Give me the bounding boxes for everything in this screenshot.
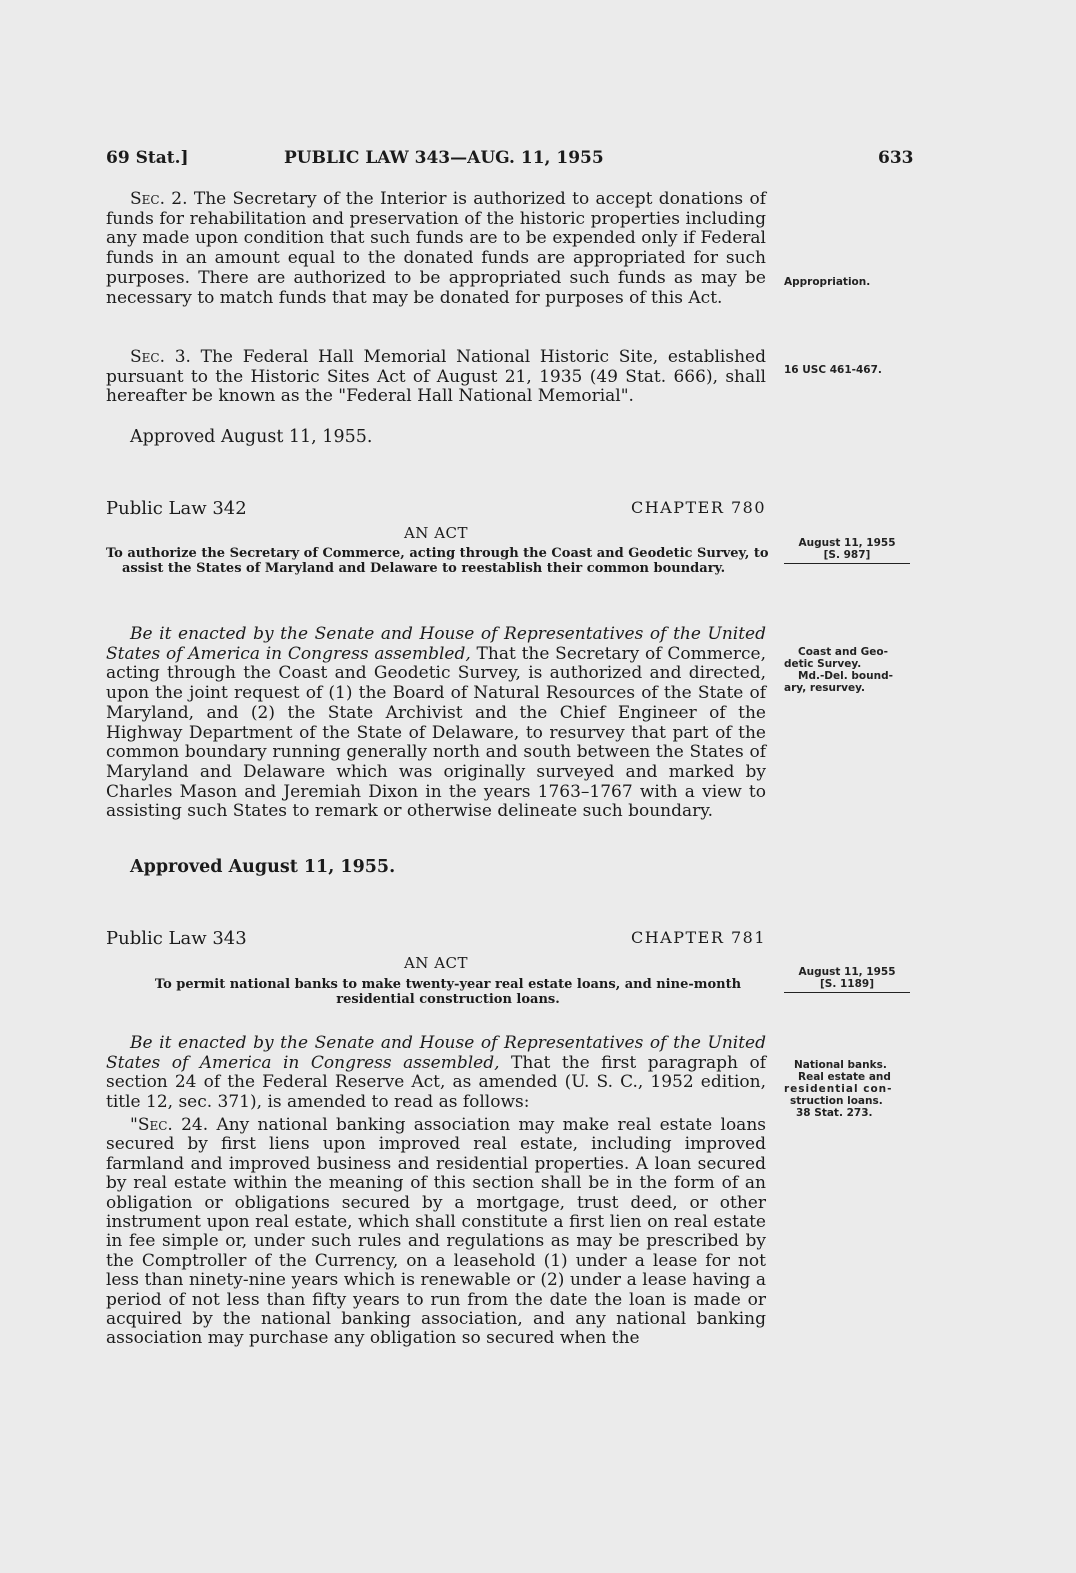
chapter-number: CHAPTER 781 [630,928,766,947]
section-2-paragraph [106,190,766,308]
section-label: "Sec. 24. [130,1115,209,1135]
margin-note-coast-survey [784,646,934,694]
enacting-paragraph [106,1034,766,1113]
approval-text: Approved August 11, 1955. [130,857,396,877]
an-act-label: AN ACT [403,524,469,542]
section-3-paragraph [106,348,766,407]
note-line: Coast and Geo- [798,646,888,658]
enacting-paragraph [106,625,766,822]
section-text: The Secretary of the Interior is authorized to accept donations of funds for rehabilitation and preservation of the historic properties including any made upon condition that such funds are to be expended only if Federal funds in an amount equal to the donated funds are appropriated for such purposes. There are authorized to be appropriated such funds as may be necessary to match funds that may be donated for purposes of this Act. [106,189,766,308]
bill-number: [S. 987] [823,549,871,561]
public-law-number: Public Law 342 [106,498,247,519]
approval-date: August 11, 1955 [798,537,896,549]
act-body: That the first paragraph of section 24 of the Federal Reserve Act, as amended (U. S. C., 1952 edition, title 12, sec. 371), is amended to read as follows: [106,1052,766,1113]
public-law-number: Public Law 343 [106,928,247,949]
note-line: Md.-Del. bound- [798,670,893,682]
section-label: Sec. 3. [130,347,191,367]
approval-date: August 11, 1955 [798,966,896,978]
margin-date-343 [784,966,910,993]
an-act-label: AN ACT [403,954,469,972]
section-label: Sec. 2. [130,189,188,209]
margin-note-appropriation: Appropriation. [784,276,871,288]
section-text: Any national banking association may make real estate loans secured by first liens upon improved real estate, including improved farmland and improved business and residential properties. A loan secured by real estate within the meaning of this section shall be in the form of an obligation or obligations secured by a mortgage, trust deed, or other instrument upon real estate, which shall constitute a first lien on real estate in fee simple or, under such rules and regulations as may be prescribed by the Comptroller of the Currency, on a leasehold (1) under a lease for not less than ninety-nine years which is renewable or (2) under a lease having a period of not less than fifty years to run from the date the loan is made or acquired by the national banking association, and any national banking association may purchase any obligation so secured when the [106,1115,766,1349]
margin-note-national-banks [784,1059,934,1119]
approval-2 [106,857,766,877]
section-24-paragraph [106,1116,766,1349]
act-title: To authorize the Secretary of Commerce, acting through the Coast and Geodetic Survey, to assist the States of Maryland and Delaware to reestablish their common boundary. [106,546,769,576]
margin-note-usc: 16 USC 461-467. [784,364,882,376]
law-342-body [106,625,766,822]
section-text: The Federal Hall Memorial National Historic Site, established pursuant to the Historic Sites Act of August 21, 1935 (49 Stat. 666), shall hereafter be known as the "Federal Hall National Memorial". [106,347,766,407]
law-343-heading [106,928,766,950]
note-line: National banks. [794,1059,887,1071]
note-line: residential con- [784,1083,893,1095]
law-342-heading [106,498,766,520]
approval-text: Approved August 11, 1955. [130,427,373,447]
margin-date-342 [784,537,910,564]
divider [784,992,910,993]
note-line: ary, resurvey. [784,682,865,694]
note-line: detic Survey. [784,658,862,670]
chapter-number: CHAPTER 780 [630,498,766,517]
approval-1 [106,427,766,447]
section-3 [106,348,766,407]
enacting-clause: Be it enacted by the Senate and House of Representatives of the United States of America in Congress assembled, [106,1033,766,1073]
section-2 [106,190,766,308]
note-line: struction loans. [790,1095,883,1107]
section-24 [106,1116,766,1349]
volume-reference: 69 Stat.] [106,148,189,168]
act-title: To permit national banks to make twenty-year real estate loans, and nine-month residential construction loans. [154,977,742,1007]
act-body: That the Secretary of Commerce, acting through the Coast and Geodetic Survey, is authorized and directed, upon the joint request of (1) the Board of Natural Resources of the State of Maryland, and (2) the State Archivist and the Chief Engineer of the Highway Department of the State of Delaware, to resurvey that part of the common boundary running generally north and south between the States of Maryland and Delaware which was originally surveyed and marked by Charles Mason and Jeremiah Dixon in the years 1763–1767 with a view to assisting such States to remark or otherwise delineate such boundary. [106,643,766,822]
law-343-body [106,1034,766,1113]
bill-number: [S. 1189] [819,978,875,990]
running-title: PUBLIC LAW 343—AUG. 11, 1955 [284,148,604,168]
enacting-clause: Be it enacted by the Senate and House of Representatives of the United States of America in Congress assembled, [106,624,766,664]
divider [784,563,910,564]
note-line: 38 Stat. 273. [796,1107,873,1119]
page-number: 633 [878,148,914,168]
note-line: Real estate and [798,1071,891,1083]
